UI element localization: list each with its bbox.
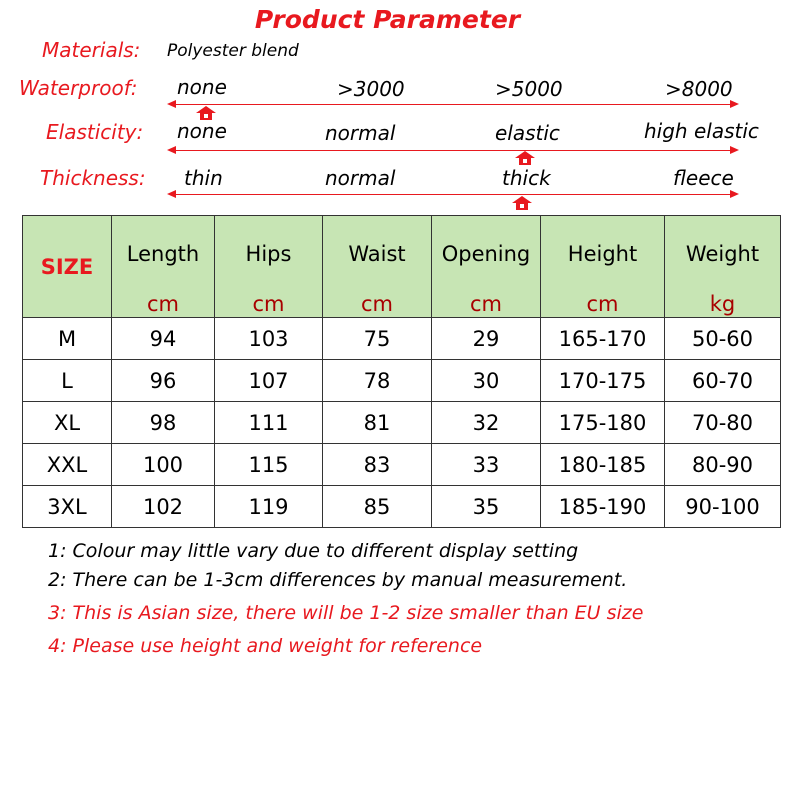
table-cell: 35 <box>432 486 541 528</box>
size-cell: M <box>23 318 112 360</box>
elasticity-option: none <box>177 119 227 143</box>
table-cell: 119 <box>215 486 323 528</box>
column-unit: cm <box>360 292 393 316</box>
waterproof-label: Waterproof: <box>19 76 138 100</box>
scale-arrow-right-icon <box>730 146 739 154</box>
size-table <box>22 215 781 528</box>
column-name: Opening <box>441 242 531 266</box>
table-cell: 83 <box>323 444 432 486</box>
table-cell: 75 <box>323 318 432 360</box>
table-cell: 85 <box>323 486 432 528</box>
waterproof-option: none <box>177 75 227 99</box>
table-cell: 78 <box>323 360 432 402</box>
column-header <box>323 216 432 318</box>
elasticity-label: Elasticity: <box>46 120 144 144</box>
table-cell: 80-90 <box>665 444 781 486</box>
column-header <box>112 216 215 318</box>
table-cell: 98 <box>112 402 215 444</box>
table-cell: 175-180 <box>541 402 665 444</box>
table-cell: 165-170 <box>541 318 665 360</box>
elasticity-option: normal <box>325 121 396 145</box>
elasticity-option: high elastic <box>644 119 759 143</box>
column-header <box>541 216 665 318</box>
table-cell: 102 <box>112 486 215 528</box>
note-item: 3: This is Asian size, there will be 1-2 size smaller than EU size <box>48 602 644 624</box>
waterproof-option: >8000 <box>665 77 733 101</box>
column-name: Hips <box>245 242 292 266</box>
waterproof-option: >5000 <box>495 77 563 101</box>
table-row <box>23 402 781 444</box>
selected-marker-icon <box>515 151 535 165</box>
table-cell: 103 <box>215 318 323 360</box>
selected-marker-icon <box>512 196 532 210</box>
column-unit: cm <box>469 292 502 316</box>
column-name: Length <box>126 242 200 266</box>
table-row <box>23 360 781 402</box>
note-item: 4: Please use height and weight for reference <box>48 635 483 657</box>
column-unit: cm <box>252 292 285 316</box>
size-header-cell: SIZE <box>23 216 112 318</box>
table-cell: 107 <box>215 360 323 402</box>
table-cell: 111 <box>215 402 323 444</box>
table-cell: 50-60 <box>665 318 781 360</box>
waterproof-scale-line <box>174 104 730 105</box>
table-cell: 60-70 <box>665 360 781 402</box>
note-item: 2: There can be 1-3cm differences by manual measurement. <box>48 569 628 591</box>
size-cell: XXL <box>23 444 112 486</box>
thickness-option: fleece <box>673 166 734 190</box>
table-cell: 180-185 <box>541 444 665 486</box>
column-unit: cm <box>146 292 179 316</box>
page-title: Product Parameter <box>254 5 521 34</box>
size-table-header <box>23 216 781 318</box>
table-cell: 70-80 <box>665 402 781 444</box>
elasticity-scale-line <box>174 150 730 151</box>
column-header <box>215 216 323 318</box>
table-cell: 170-175 <box>541 360 665 402</box>
table-cell: 185-190 <box>541 486 665 528</box>
column-name: Weight <box>685 242 760 266</box>
table-cell: 32 <box>432 402 541 444</box>
table-cell: 96 <box>112 360 215 402</box>
column-name: Height <box>567 242 638 266</box>
table-row <box>23 486 781 528</box>
column-unit: cm <box>586 292 619 316</box>
elasticity-option: elastic <box>495 121 560 145</box>
size-cell: L <box>23 360 112 402</box>
column-header <box>432 216 541 318</box>
thickness-option: normal <box>325 166 396 190</box>
scale-arrow-right-icon <box>730 100 739 108</box>
table-cell: 94 <box>112 318 215 360</box>
table-cell: 90-100 <box>665 486 781 528</box>
table-cell: 115 <box>215 444 323 486</box>
waterproof-option: >3000 <box>337 77 405 101</box>
thickness-option: thick <box>502 166 551 190</box>
thickness-label: Thickness: <box>40 166 146 190</box>
note-item: 1: Colour may little vary due to different display setting <box>48 540 579 562</box>
column-header <box>665 216 781 318</box>
size-cell: 3XL <box>23 486 112 528</box>
materials-value: Polyester blend <box>167 41 299 61</box>
table-cell: 30 <box>432 360 541 402</box>
size-cell: XL <box>23 402 112 444</box>
materials-label: Materials: <box>42 38 141 62</box>
table-row <box>23 318 781 360</box>
table-cell: 29 <box>432 318 541 360</box>
table-cell: 100 <box>112 444 215 486</box>
column-name: Waist <box>348 242 406 266</box>
scale-arrow-right-icon <box>730 190 739 198</box>
thickness-scale-line <box>174 194 730 195</box>
table-row <box>23 444 781 486</box>
table-cell: 33 <box>432 444 541 486</box>
table-cell: 81 <box>323 402 432 444</box>
column-unit: kg <box>709 292 736 316</box>
thickness-option: thin <box>184 166 223 190</box>
